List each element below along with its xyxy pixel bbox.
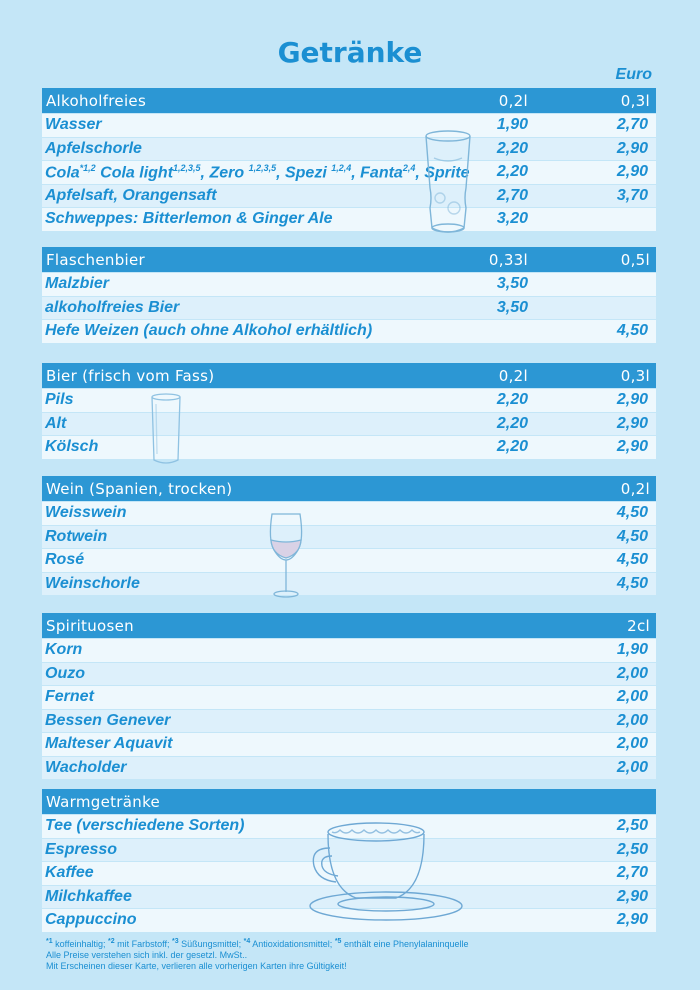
menu-item-row [42, 138, 656, 161]
price-large: 2,90 [616, 887, 648, 905]
price-small: 2,70 [496, 186, 528, 204]
item-name-part: Cola [45, 163, 80, 181]
size-label-2: 0,5l [620, 250, 650, 269]
price-small: 3,50 [496, 298, 528, 316]
price-small: 1,90 [496, 116, 528, 134]
price-small: 2,20 [496, 391, 528, 409]
footer-tax-note: Alle Preise verstehen sich inkl. der gesetzl. MwSt.. [46, 950, 248, 960]
size-label-2: 0,3l [620, 366, 650, 385]
footnote-text: mit Farbstoff; [114, 939, 172, 949]
wine-glass-icon [266, 510, 306, 600]
price-large: 2,00 [616, 688, 648, 706]
size-label-1: 0,33l [488, 250, 528, 269]
item-name: Ouzo [45, 664, 85, 682]
item-name-part: , Spezi [276, 163, 332, 181]
size-label-2: 0,2l [620, 479, 650, 498]
item-name: Weinschorle [45, 574, 140, 592]
price-large: 4,50 [616, 574, 648, 592]
footnote-marker: 1,2,4 [331, 162, 352, 173]
item-name: Fernet [45, 688, 94, 706]
footnote-marker: *1 [46, 938, 53, 945]
price-small: 2,20 [496, 414, 528, 432]
size-label-1: 0,2l [498, 91, 528, 110]
menu-item-row [42, 436, 656, 459]
footnote-marker: *2 [108, 938, 115, 945]
price-large: 2,00 [616, 735, 648, 753]
footnote-marker: *5 [334, 938, 342, 945]
menu-item-row [42, 413, 656, 436]
menu-item-row [42, 549, 656, 572]
item-name: Rosé [45, 551, 85, 569]
menu-item-row [42, 502, 656, 525]
menu-item-row [42, 297, 656, 320]
item-name: Cappuccino [45, 911, 137, 929]
price-large: 2,00 [616, 758, 648, 776]
item-name: Malteser Aquavit [45, 735, 173, 753]
menu-section [42, 613, 656, 779]
menu-section [42, 247, 656, 343]
footnote-text: Antioxidationsmittel; [250, 939, 335, 949]
price-large: 2,90 [616, 163, 648, 181]
item-name: Hefe Weizen (auch ohne Alkohol erhältlich) [45, 322, 373, 340]
item-name: Korn [45, 641, 83, 659]
footnote-marker: 1,2,3,5 [173, 162, 201, 173]
item-name: Tee (verschiedene Sorten) [45, 817, 245, 835]
item-name: Alt [45, 414, 67, 432]
price-large: 4,50 [616, 527, 648, 545]
section-header [42, 789, 656, 814]
price-large: 1,90 [616, 641, 648, 659]
menu-item-row [42, 273, 656, 296]
price-large: 4,50 [616, 322, 648, 340]
section-header [42, 247, 656, 272]
size-label-2: 0,3l [620, 91, 650, 110]
item-name: Apfelsaft, Orangensaft [45, 186, 217, 204]
section-title: Alkoholfreies [46, 91, 147, 110]
price-large: 4,50 [616, 504, 648, 522]
section-header [42, 363, 656, 388]
price-large: 3,70 [616, 186, 648, 204]
item-name: Pils [45, 391, 74, 409]
item-name: Schweppes: Bitterlemon & Ginger Ale [45, 210, 333, 228]
price-large: 2,90 [616, 414, 648, 432]
price-large: 4,50 [616, 551, 648, 569]
footnote-marker: 2,4 [402, 162, 416, 173]
price-large: 2,00 [616, 711, 648, 729]
beer-glass-icon [148, 392, 184, 468]
footnote-text: Süßungsmittel; [178, 939, 244, 949]
menu-item-row [42, 686, 656, 709]
section-title: Wein (Spanien, trocken) [46, 479, 233, 498]
item-name: Kaffee [45, 864, 94, 882]
currency-label: Euro [615, 66, 652, 83]
section-header [42, 613, 656, 638]
footnote-text: enthält eine Phenylalaninquelle [341, 939, 469, 949]
item-name-part: , Sprite [415, 163, 470, 181]
menu-item-row [42, 114, 656, 137]
item-name: Weisswein [45, 504, 127, 522]
price-large: 2,90 [616, 911, 648, 929]
price-large: 2,70 [616, 116, 648, 134]
price-small: 2,20 [496, 163, 528, 181]
item-name: Milchkaffee [45, 887, 132, 905]
price-small: 2,20 [496, 139, 528, 157]
item-name: Rotwein [45, 527, 108, 545]
footer-validity-note: Mit Erscheinen dieser Karte, verlieren alle vorherigen Karten ihre Gültigkeit! [46, 961, 347, 971]
menu-item-row [42, 710, 656, 733]
price-small: 2,20 [496, 438, 528, 456]
item-name: Bessen Genever [45, 711, 171, 729]
price-small: 3,50 [496, 275, 528, 293]
size-label-2: 2cl [627, 616, 650, 635]
price-large: 2,50 [616, 840, 648, 858]
footer-allergen-legend [46, 936, 656, 950]
water-glass-icon [420, 128, 476, 236]
item-name-part: , Zero [200, 163, 249, 181]
menu-item-row [42, 663, 656, 686]
price-small: 3,20 [496, 210, 528, 228]
footnote-marker: *3 [171, 938, 179, 945]
footnote-marker: *4 [243, 938, 251, 945]
item-name-part: , Fanta [351, 163, 403, 181]
footnote-text: koffeinhaltig; [52, 939, 108, 949]
price-large: 2,90 [616, 139, 648, 157]
menu-item-row [42, 161, 656, 184]
menu-item-row [42, 639, 656, 662]
price-large: 2,50 [616, 817, 648, 835]
section-title: Bier (frisch vom Fass) [46, 366, 215, 385]
size-label-1: 0,2l [498, 366, 528, 385]
menu-item-row [42, 733, 656, 756]
menu-item-row [42, 185, 656, 208]
price-large: 2,70 [616, 864, 648, 882]
menu-item-row [42, 389, 656, 412]
item-name: Apfelschorle [45, 139, 142, 157]
footnote-marker: *1,2 [79, 162, 96, 173]
section-title: Warmgetränke [46, 792, 161, 811]
price-large: 2,90 [616, 391, 648, 409]
item-name: Espresso [45, 840, 118, 858]
price-large: 2,90 [616, 438, 648, 456]
menu-item-row [42, 320, 656, 343]
coffee-cup-icon [306, 818, 476, 928]
footer-notes [46, 936, 656, 972]
menu-section [42, 88, 656, 231]
item-name-part: Cola light [95, 163, 174, 181]
page-title: Getränke [277, 36, 423, 69]
item-name: Wacholder [45, 758, 127, 776]
item-name: Kölsch [45, 438, 99, 456]
menu-section [42, 476, 656, 595]
section-header [42, 476, 656, 501]
menu-section [42, 363, 656, 459]
section-title: Spirituosen [46, 616, 134, 635]
section-title: Flaschenbier [46, 250, 145, 269]
footnote-marker: 1,2,3,5 [248, 162, 277, 173]
item-name [42, 163, 470, 182]
menu-item-row [42, 757, 656, 780]
item-name: Wasser [45, 116, 102, 134]
item-name: alkoholfreies Bier [45, 298, 180, 316]
price-large: 2,00 [616, 664, 648, 682]
menu-item-row [42, 526, 656, 549]
item-name: Malzbier [45, 275, 110, 293]
menu-item-row [42, 573, 656, 596]
section-header [42, 88, 656, 113]
menu-item-row [42, 208, 656, 231]
